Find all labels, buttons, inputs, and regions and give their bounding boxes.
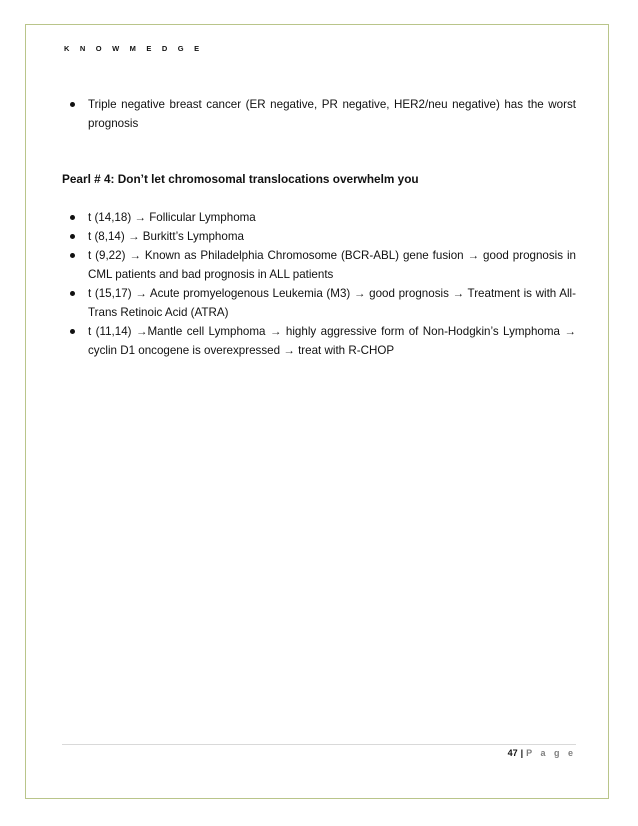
bullet-icon [70, 253, 75, 258]
list-item-text: t (8,14) → Burkitt’s Lymphoma [88, 230, 244, 243]
list-item [62, 95, 576, 133]
intro-bullet-list [62, 95, 576, 133]
bullet-icon [70, 215, 75, 220]
list-item-text: t (15,17) → Acute promyelogenous Leukemia (M3) → good prognosis → Treatment is with All-Trans Retinoic Acid (ATRA) [88, 287, 576, 319]
translocation-bullet-list [62, 208, 576, 360]
list-item [62, 284, 576, 322]
bullet-icon [70, 329, 75, 334]
page-number: 47 [507, 748, 518, 758]
running-header: K N O W M E D G E [64, 44, 204, 53]
list-item-text: t (11,14) →Mantle cell Lymphoma → highly aggressive form of Non-Hodgkin’s Lymphoma → cyclin D1 oncogene is overexpressed → treat with R-CHOP [88, 325, 576, 357]
list-item [62, 322, 576, 360]
list-item [62, 246, 576, 284]
page-border [25, 24, 609, 799]
section-heading: Pearl # 4: Don’t let chromosomal translocations overwhelm you [62, 172, 419, 186]
page-label: P a g e [526, 748, 576, 758]
bullet-icon [70, 234, 75, 239]
list-item-text: t (9,22) → Known as Philadelphia Chromosome (BCR-ABL) gene fusion → good prognosis in CML patients and bad prognosis in ALL patients [88, 249, 576, 281]
list-item [62, 227, 576, 246]
bullet-icon [70, 102, 75, 107]
footer-divider [62, 744, 576, 745]
bullet-icon [70, 291, 75, 296]
list-item [62, 208, 576, 227]
list-item-text: t (14,18) → Follicular Lymphoma [88, 211, 256, 224]
list-item-text: Triple negative breast cancer (ER negative, PR negative, HER2/neu negative) has the worst prognosis [88, 98, 576, 130]
footer-separator: | [520, 748, 524, 758]
page-footer [508, 748, 576, 758]
